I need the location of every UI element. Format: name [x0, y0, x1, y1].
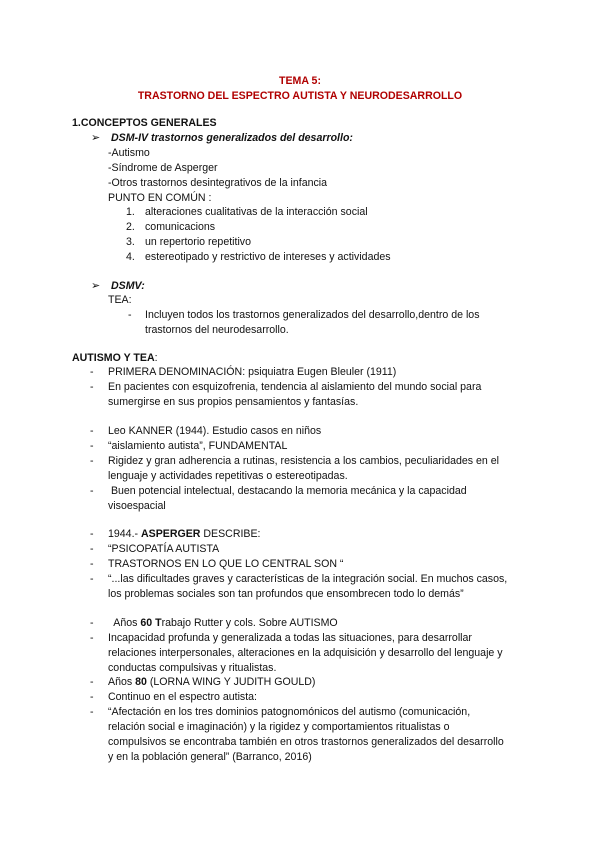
- dsm4-title: DSM-IV trastornos generalizados del desarrollo:: [111, 132, 353, 144]
- dsm5-title: DSMV:: [111, 280, 145, 292]
- rigidez-line: Rigidez y gran adherencia a rutinas, resistencia a los cambios, peculiaridades en el: [108, 455, 500, 467]
- dash-bullet: -: [90, 381, 94, 393]
- dsm4-item-otros: -Otros trastornos desintegrativos de la infancia: [108, 177, 328, 189]
- psicopatia-line: “PSICOPATÍA AUTISTA: [108, 543, 220, 555]
- dash-bullet: -: [90, 543, 94, 555]
- punto-en-comun-label: PUNTO EN COMÚN :: [108, 192, 212, 204]
- trastornos-line: TRASTORNOS EN LO QUE LO CENTRAL SON “: [108, 558, 344, 570]
- wing-gould-line: Años 80 (LORNA WING Y JUDITH GOULD): [108, 676, 316, 688]
- asperger-line: 1944.- ASPERGER DESCRIBE:: [108, 528, 261, 540]
- asperger-quote-line: los problemas sociales son tan profundos que ensombrecen todo lo demás”: [108, 588, 464, 600]
- dsm4-item-asperger: -Síndrome de Asperger: [108, 162, 218, 174]
- afectacion-line: “Afectación en los tres dominios patognomónicos del autismo (comunicación,: [108, 706, 471, 718]
- list-item: un repertorio repetitivo: [145, 236, 251, 248]
- arrow-bullet-icon: ➢: [91, 132, 101, 144]
- tema-number: TEMA 5:: [279, 75, 321, 87]
- tea-description-line: trastornos del neurodesarrollo.: [145, 324, 289, 336]
- incapacidad-line: Incapacidad profunda y generalizada a todas las situaciones, para desarrollar: [108, 632, 472, 644]
- list-item: alteraciones cualitativas de la interacción social: [145, 206, 368, 218]
- list-number: 2.: [126, 221, 135, 233]
- rigidez-line: lenguaje y actividades repetitivas o estereotipadas.: [108, 470, 348, 482]
- kanner-line: Leo KANNER (1944). Estudio casos en niños: [108, 425, 322, 437]
- list-item: comunicacions: [145, 221, 216, 233]
- rutter-line: Años 60 Trabajo Rutter y cols. Sobre AUTISMO: [108, 617, 338, 629]
- dsm4-item-autismo: -Autismo: [108, 147, 150, 159]
- dash-bullet: -: [90, 573, 94, 585]
- section-heading-autismo-tea: AUTISMO Y TEA:: [72, 352, 158, 364]
- tea-description-line: Incluyen todos los trastornos generalizados del desarrollo,dentro de los: [145, 309, 480, 321]
- dash-bullet: -: [90, 425, 94, 437]
- dash-bullet: -: [90, 558, 94, 570]
- list-number: 1.: [126, 206, 135, 218]
- dash-bullet: -: [90, 676, 94, 688]
- page-title: TRASTORNO DEL ESPECTRO AUTISTA Y NEURODESARROLLO: [137, 90, 463, 102]
- esquizofrenia-line: En pacientes con esquizofrenia, tendencia al aislamiento del mundo social para: [108, 381, 482, 393]
- list-number: 4.: [126, 251, 135, 263]
- arrow-bullet-icon: ➢: [91, 280, 101, 292]
- list-number: 3.: [126, 236, 135, 248]
- dash-bullet: -: [90, 440, 94, 452]
- dash-bullet: -: [90, 691, 94, 703]
- dash-bullet: -: [90, 455, 94, 467]
- esquizofrenia-line: sumergirse en sus propios pensamientos y fantasías.: [108, 396, 359, 408]
- dash-bullet: -: [90, 528, 94, 540]
- dash-bullet: -: [90, 706, 94, 718]
- dash-bullet: -: [90, 632, 94, 644]
- dash-bullet: -: [90, 617, 94, 629]
- bleuler-line: PRIMERA DENOMINACIÓN: psiquiatra Eugen Bleuler (1911): [108, 366, 397, 378]
- asperger-quote-line: “...las dificultades graves y características de la integración social. En muchos casos,: [108, 573, 508, 585]
- dash-bullet: -: [90, 485, 94, 497]
- dash-bullet: -: [90, 366, 94, 378]
- potencial-line: Buen potencial intelectual, destacando la memoria mecánica y la capacidad: [108, 485, 467, 497]
- dash-bullet: -: [128, 309, 132, 321]
- potencial-line: visoespacial: [108, 500, 166, 512]
- afectacion-line: relación social e imaginación) y la rigidez y comportamientos ritualistas o: [108, 721, 450, 733]
- afectacion-line: y en la población general” (Barranco, 2016): [108, 751, 312, 763]
- incapacidad-line: relaciones interpersonales, alteraciones en la adquisición y desarrollo del lenguaje y: [108, 647, 503, 659]
- afectacion-line: compulsivos se encontraba también en otros trastornos generalizados del desarrollo: [108, 736, 504, 748]
- aislamiento-line: “aislamiento autista”, FUNDAMENTAL: [108, 440, 288, 452]
- incapacidad-line: conductas compulsivas y ritualistas.: [108, 662, 277, 674]
- list-item: estereotipado y restrictivo de intereses y actividades: [145, 251, 391, 263]
- section-heading-conceptos: 1.CONCEPTOS GENERALES: [72, 117, 217, 129]
- tea-label: TEA:: [108, 294, 132, 306]
- continuo-line: Continuo en el espectro autista:: [108, 691, 257, 703]
